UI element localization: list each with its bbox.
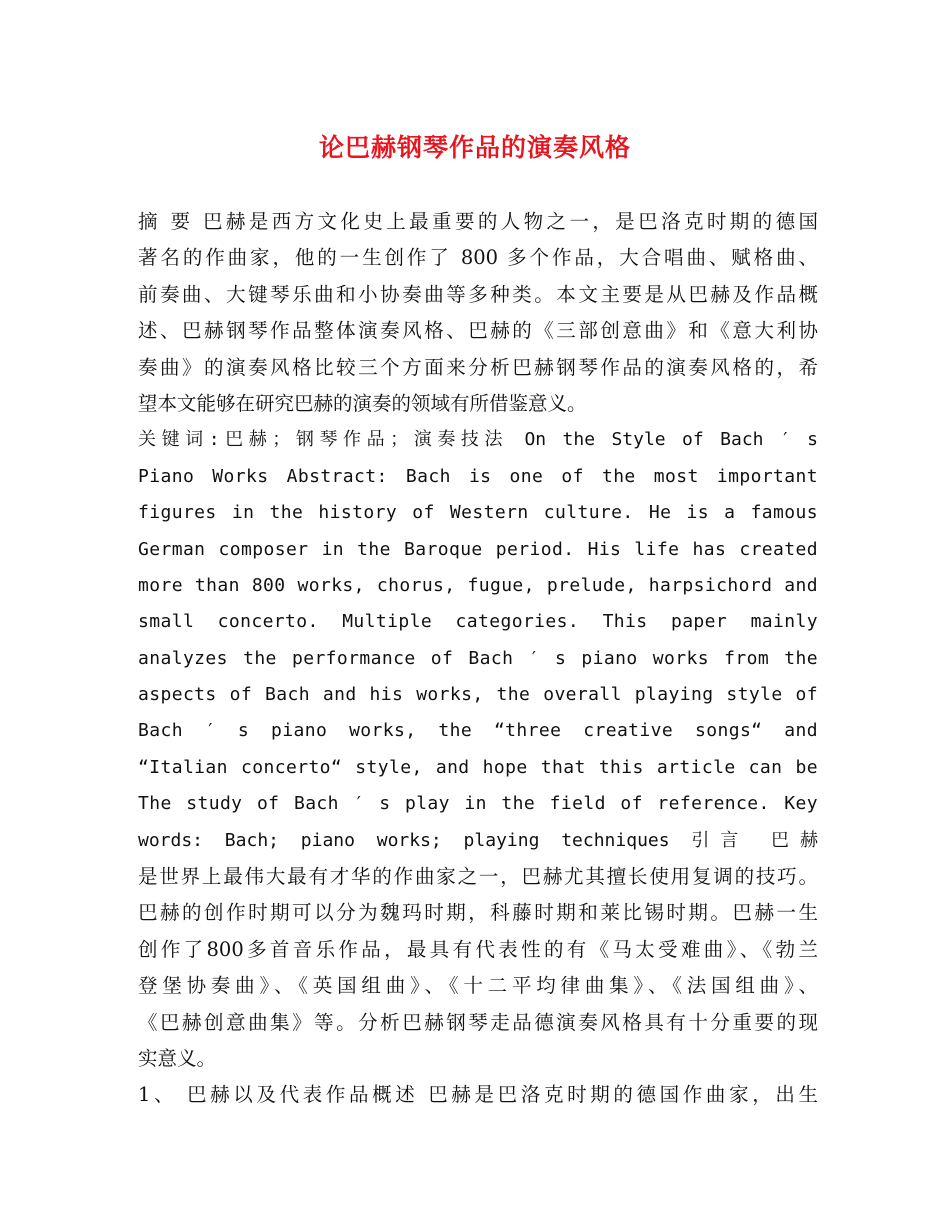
text-line: The study of Bach ′ s play in the field of reference. Key — [138, 793, 818, 815]
text-line: German composer in the Baroque period. His life has created — [138, 538, 818, 560]
text-line: 《巴赫创意曲集》等。分析巴赫钢琴走品德演奏风格具有十分重要的现 — [138, 1010, 818, 1034]
text-line: words: Bach; piano works; playing techniques 引言 巴赫 — [138, 829, 818, 851]
text-line: Piano Works Abstract: Bach is one of the most important — [138, 465, 818, 487]
body-text — [138, 204, 818, 1114]
text-line: figures in the history of Western culture. He is a famous — [138, 502, 818, 524]
text-line: 关键词:巴赫；钢琴作品；演奏技法 On the Style of Bach ′ s — [138, 429, 818, 451]
text-line: “Italian concerto“ style, and hope that this article can be — [138, 756, 818, 778]
text-line: small concerto. Multiple categories. This paper mainly — [138, 611, 818, 633]
text-line: 创作了800多首音乐作品，最具有代表性的有《马太受难曲》、《勃兰 — [138, 937, 818, 961]
text-line: 摘 要 巴赫是西方文化史上最重要的人物之一，是巴洛克时期的德国 — [138, 210, 818, 233]
text-line: more than 800 works, chorus, fugue, prelude, harpsichord and — [138, 574, 818, 596]
text-line: 前奏曲、大键琴乐曲和小协奏曲等多种类。本文主要是从巴赫及作品概 — [138, 282, 818, 306]
text-line: 望本文能够在研究巴赫的演奏的领域有所借鉴意义。 — [138, 391, 587, 415]
text-line: 著名的作曲家，他的一生创作了 800 多个作品，大合唱曲、赋格曲、 — [138, 246, 818, 270]
text-line: 奏曲》的演奏风格比较三个方面来分析巴赫钢琴作品的演奏风格的，希 — [138, 355, 818, 379]
text-line: 是世界上最伟大最有才华的作曲家之一，巴赫尤其擅长使用复调的技巧。 — [138, 865, 818, 889]
text-line: aspects of Bach and his works, the overall playing style of — [138, 684, 818, 706]
text-line: 1、 巴赫以及代表作品概述 巴赫是巴洛克时期的德国作曲家，出生 — [138, 1083, 818, 1107]
text-line: 登堡协奏曲》、《英国组曲》、《十二平均律曲集》、《法国组曲》、 — [138, 974, 818, 998]
text-line: 述、巴赫钢琴作品整体演奏风格、巴赫的《三部创意曲》和《意大利协 — [138, 319, 818, 343]
document-title: 论巴赫钢琴作品的演奏风格 — [318, 133, 631, 162]
text-line: analyzes the performance of Bach ′ s piano works from the — [138, 647, 818, 669]
text-line: Bach ′ s piano works, the “three creative songs“ and — [138, 720, 818, 742]
text-line: 实意义。 — [138, 1046, 217, 1070]
text-line: 巴赫的创作时期可以分为魏玛时期，科藤时期和莱比锡时期。巴赫一生 — [138, 901, 818, 925]
